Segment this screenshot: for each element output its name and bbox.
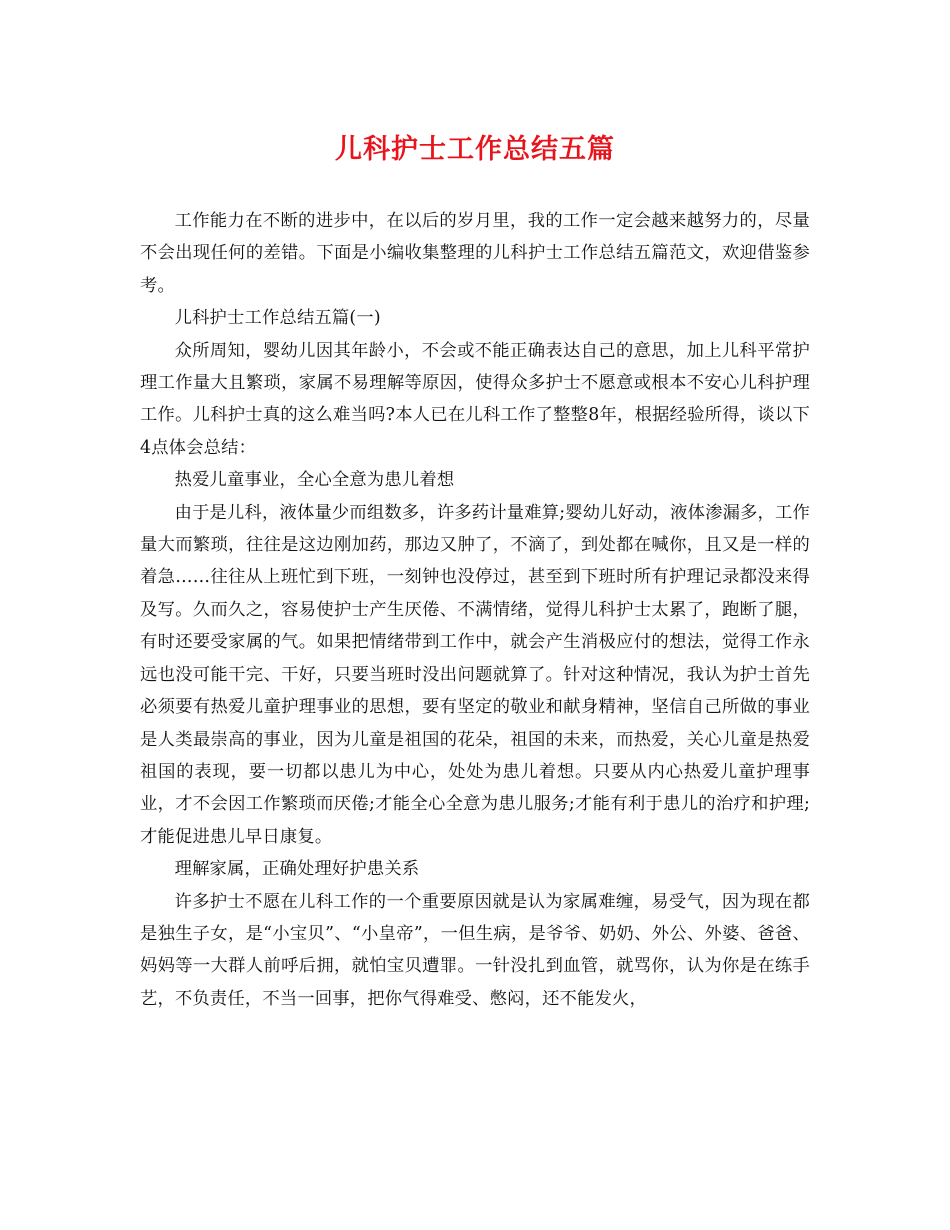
body-paragraph: 众所周知，婴幼儿因其年龄小，不会或不能正确表达自己的意思，加上儿科平常护理工作量大且繁琐，家属不易理解等原因，使得众多护士不愿意或根本不安心儿科护理工作。儿科护士真的这么难当吗?本人已在儿科工作了整整8年，根据经验所得，谈以下4点体会总结： [140,340,810,458]
body-paragraph: 由于是儿科，液体量少而组数多，许多药计量难算;婴幼儿好动，液体渗漏多，工作量大而繁琐，往往是这边刚加药，那边又肿了，不滴了，到处都在喊你，且又是一样的着急……往往从上班忙到下班，一刻钟也没停过，甚至到下班时所有护理记录都没来得及写。久而久之，容易使护士产生厌倦、不满情绪，觉得儿科护士太累了，跑断了腿，有时还要受家属的气。如果把情绪带到工作中，就会产生消极应付的想法，觉得工作永远也没可能干完、干好，只要当班时没出问题就算了。针对这种情况，我认为护士首先必须要有热爱儿童护理事业的思想，要有坚定的敬业和献身精神，坚信自己所做的事业是人类最崇高的事业，因为儿童是祖国的花朵，祖国的未来，而热爱，关心儿童是热爱祖国的表现，要一切都以患儿为中心，处处为患儿着想。只要从内心热爱儿童护理事业，才不会因工作繁琐而厌倦;才能全心全意为患儿服务;才能有利于患儿的治疗和护理;才能促进患儿早日康复。 [140,502,810,847]
document-body [140,205,810,1015]
body-paragraph: 许多护士不愿在儿科工作的一个重要原因就是认为家属难缠，易受气，因为现在都是独生子女，是“小宝贝”、“小皇帝”，一但生病，是爷爷、奶奶、外公、外婆、爸爸、妈妈等一大群人前呼后拥，就怕宝贝遭罪。一针没扎到血管，就骂你，认为你是在练手艺，不负责任，不当一回事，把你气得难受、憋闷，还不能发火， [140,891,810,1009]
subsection-heading: 热爱儿童事业，全心全意为患儿着想 [174,470,455,491]
document-title: 儿科护士工作总结五篇 [335,134,615,165]
intro-paragraph: 工作能力在不断的进步中，在以后的岁月里，我的工作一定会越来越努力的，尽量不会出现任何的差错。下面是小编收集整理的儿科护士工作总结五篇范文，欢迎借鉴参考。 [140,211,810,296]
section-heading: 儿科护士工作总结五篇(一) [174,308,381,329]
subsection-heading: 理解家属，正确处理好护患关系 [174,859,420,880]
